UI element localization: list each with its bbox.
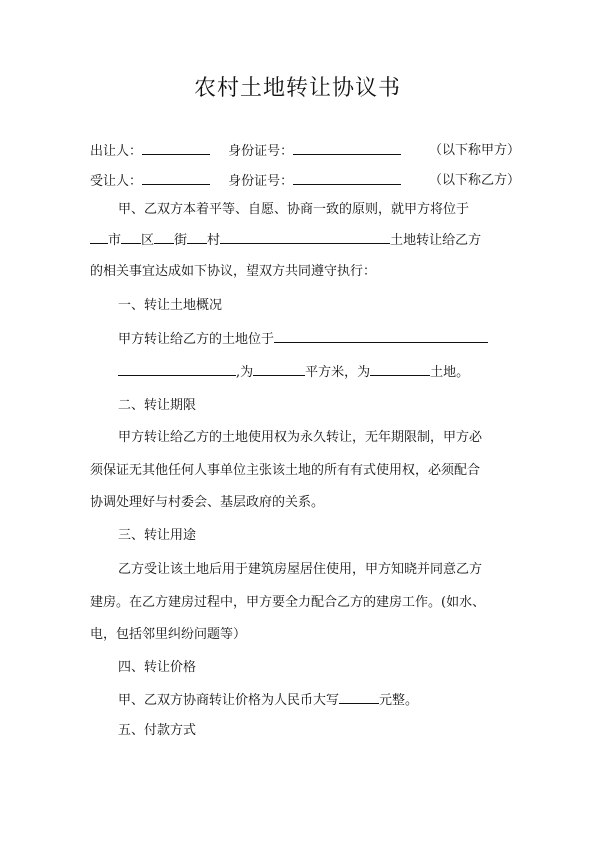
party-b-row: [90, 171, 520, 192]
area-blank: [253, 362, 305, 376]
location-blank-continued: [118, 362, 236, 376]
party-a-id-blank: [293, 141, 401, 155]
section-1-heading: 一、转让土地概况: [118, 298, 223, 313]
land-type-blank: [370, 362, 430, 376]
section-4-heading: 四、转让价格: [118, 660, 197, 675]
land-blank: [220, 230, 390, 244]
price-blank: [339, 690, 379, 704]
section-2-line-1: 甲方转让给乙方的土地使用权为永久转让，无年期限制，甲方必: [118, 430, 483, 445]
intro-line-2: [90, 230, 520, 251]
village-label: 村: [207, 233, 221, 248]
intro-line-1: 甲、乙双方本着平等、自愿、协商一致的原则，就甲方将位于: [118, 202, 470, 217]
section-3-line-1: 乙方受让该土地后用于建筑房屋居住使用，甲方知晓并同意乙方: [118, 562, 483, 577]
party-a-id-label: 身份证号：: [228, 144, 294, 159]
city-blank: [90, 230, 108, 244]
village-blank: [187, 230, 207, 244]
district-blank: [121, 230, 141, 244]
section-3-line-3: 电，包括邻里纠纷问题等）: [90, 627, 247, 642]
city-label: 市: [108, 233, 122, 248]
price-label: 甲、乙双方协商转让价格为人民币大写: [118, 693, 340, 708]
party-a-row: [90, 141, 520, 162]
section-2-line-3: 协调处理好与村委会、基层政府的关系。: [90, 495, 325, 510]
street-label: 街: [174, 233, 188, 248]
party-b-id-blank: [293, 171, 401, 185]
party-b-name-blank: [142, 171, 210, 185]
price-suffix: 元整。: [379, 693, 419, 708]
section-2-line-2: 须保证无其他任何人事单位主张该土地的所有有式使用权，必须配合: [90, 463, 481, 478]
party-a-label: 出让人：: [90, 144, 143, 159]
party-a-suffix: （以下称甲方）: [428, 143, 520, 158]
district-label: 区: [141, 233, 155, 248]
area-label: ,为: [236, 365, 254, 380]
party-b-label: 受让人：: [90, 174, 143, 189]
street-blank: [154, 230, 174, 244]
document-title: 农村土地转让协议书: [193, 76, 401, 101]
section-5-heading: 五、付款方式: [118, 723, 197, 738]
party-b-suffix: （以下称乙方）: [428, 173, 520, 188]
section-1-line-2: [118, 362, 520, 383]
section-1-location-label: 甲方转让给乙方的土地位于: [118, 332, 275, 347]
party-b-id-label: 身份证号：: [228, 174, 294, 189]
section-4-line-1: [118, 690, 520, 711]
party-a-name-blank: [142, 141, 210, 155]
section-1-line-1: [118, 329, 520, 350]
location-blank: [274, 329, 488, 343]
intro-line-3: 的相关事宜达成如下协议，望双方共同遵守执行：: [90, 264, 377, 279]
intro-line-2-tail: 土地转让给乙方: [390, 233, 482, 248]
section-3-heading: 三、转让用途: [118, 528, 197, 543]
land-suffix: 土地。: [430, 365, 470, 380]
section-2-heading: 二、转让期限: [118, 398, 197, 413]
section-3-line-2: 建房。在乙方建房过程中，甲方要全力配合乙方的建房工作。(如水、: [90, 595, 486, 610]
land-type-label: 平方米，为: [305, 365, 371, 380]
